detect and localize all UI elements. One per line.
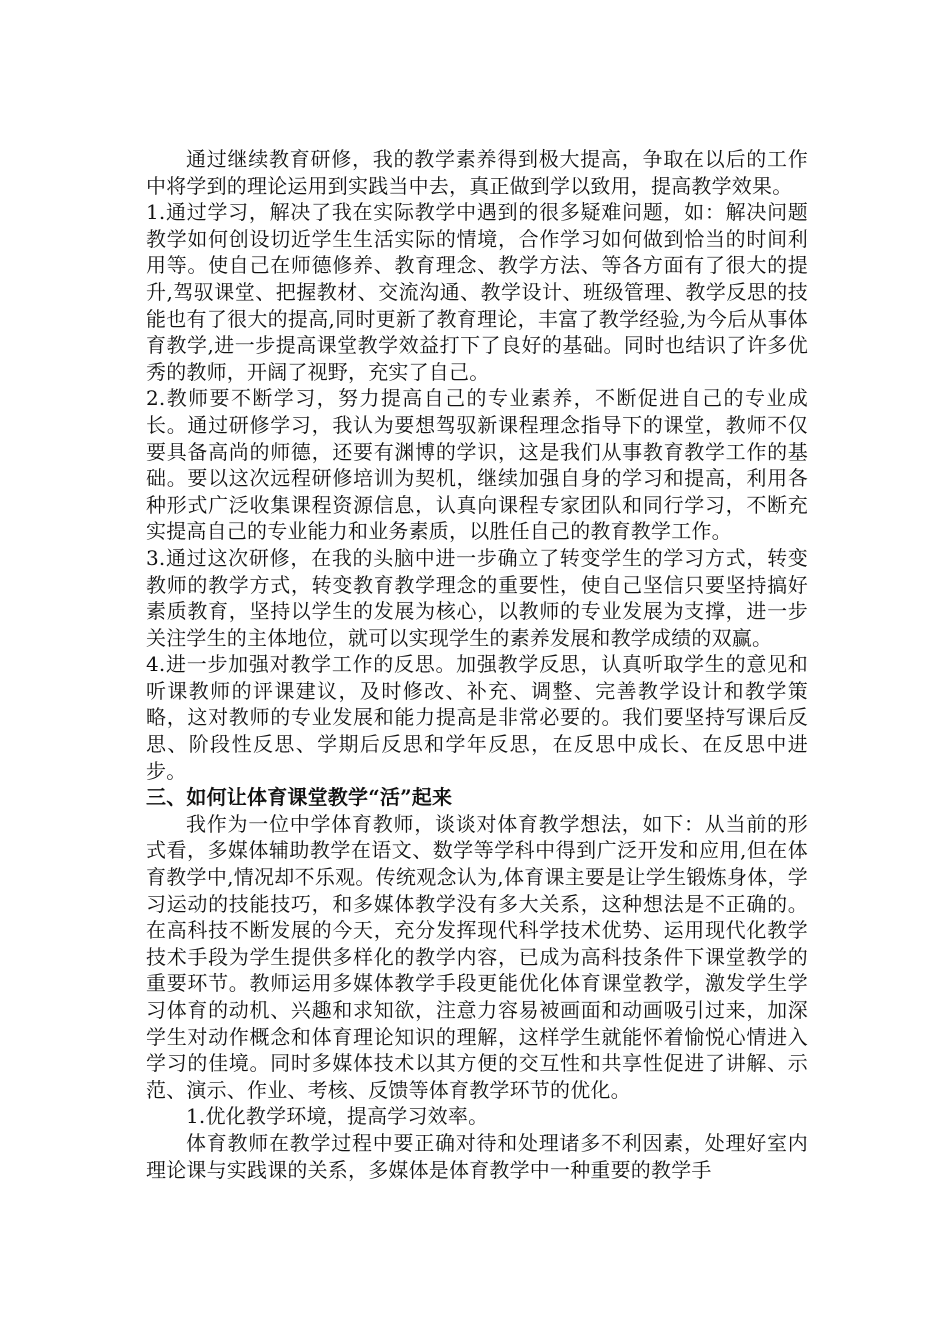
list-item-3: 3.通过这次研修，在我的头脑中进一步确立了转变学生的学习方式，转变教师的教学方式，转变教育教学理念的重要性，使自己坚信只要坚持搞好素质教育，坚持以学生的发展为核心，以教师的专业发展为支撑，进一步关注学生的主体地位，就可以实现学生的素养发展和教学成绩的双赢。 <box>146 545 808 650</box>
list-item-2: 2.教师要不断学习，努力提高自己的专业素养，不断促进自己的专业成长。通过研修学习，我认为要想驾驭新课程理念指导下的课堂，教师不仅要具备高尚的师德，还要有渊博的学识，这是我们从事教育教学工作的基础。要以这次远程研修培训为契机，继续加强自身的学习和提高，利用各种形式广泛收集课程资源信息，认真向课程专家团队和同行学习，不断充实提高自己的专业能力和业务素质，以胜任自己的教育教学工作。 <box>146 386 808 544</box>
list-item-1: 1.通过学习，解决了我在实际教学中遇到的很多疑难问题，如：解决问题教学如何创设切近学生生活实际的情境，合作学习如何做到恰当的时间利用等。使自己在师德修养、教育理念、教学方法、等各方面有了很大的提升,驾驭课堂、把握教材、交流沟通、教学设计、班级管理、教学反思的技能也有了很大的提高,同时更新了教育理论，丰富了教学经验,为今后从事体育教学,进一步提高课堂教学效益打下了良好的基础。同时也结识了许多优秀的教师，开阔了视野，充实了自己。 <box>146 200 808 384</box>
document-body <box>146 146 808 1183</box>
intro-paragraph: 通过继续教育研修，我的教学素养得到极大提高，争取在以后的工作中将学到的理论运用到实践当中去，真正做到学以致用，提高教学效果。 <box>146 147 808 198</box>
subsection-paragraph: 体育教师在教学过程中要正确对待和处理诸多不利因素，处理好室内理论课与实践课的关系，多媒体是体育教学中一种重要的教学手 <box>146 1130 808 1182</box>
section-paragraph: 我作为一位中学体育教师，谈谈对体育教学想法，如下：从当前的形式看，多媒体辅助教学在语文、数学等学科中得到广泛开发和应用,但在体育教学中,情况却不乐观。传统观念认为,体育课主要是让学生锻炼身体，学习运动的技能技巧，和多媒体教学没有多大关系，这种想法是不正确的。在高科技不断发展的今天，充分发挥现代科学技术优势、运用现代化教学技术手段为学生提供多样化的教学内容，已成为高科技条件下课堂教学的重要环节。教师运用多媒体教学手段更能优化体育课堂教学，激发学生学习体育的动机、兴趣和求知欲，注意力容易被画面和动画吸引过来，加深学生对动作概念和体育理论知识的理解，这样学生就能怀着愉悦心情进入学习的佳境。同时多媒体技术以其方便的交互性和共享性促进了讲解、示范、演示、作业、考核、反馈等体育教学环节的优化。 <box>146 811 808 1102</box>
list-item-4: 4.进一步加强对教学工作的反思。加强教学反思，认真听取学生的意见和听课教师的评课建议，及时修改、补充、调整、完善教学设计和教学策略，这对教师的专业发展和能力提高是非常必要的。我们要坚持写课后反思、阶段性反思、学期后反思和学年反思，在反思中成长、在反思中进步。 <box>146 652 808 783</box>
section-heading: 三、如何让体育课堂教学“活”起来 <box>146 785 453 810</box>
subsection-title: 1.优化教学环境，提高学习效率。 <box>186 1104 489 1129</box>
